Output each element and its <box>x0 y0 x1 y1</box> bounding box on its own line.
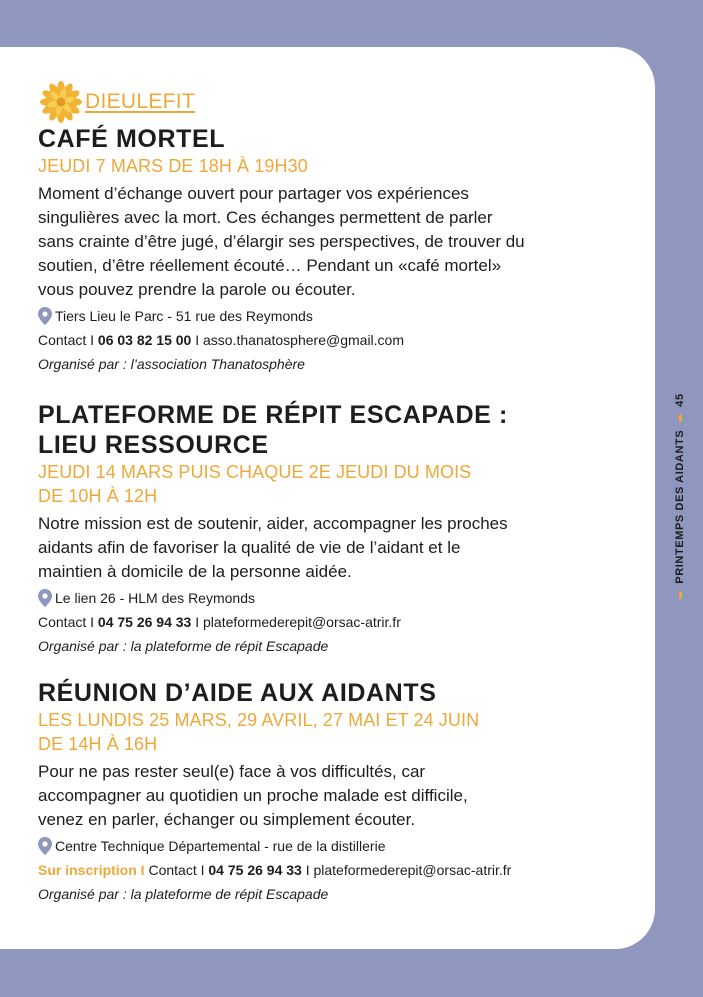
event-organizer: Organisé par : l’association Thanatosphère <box>38 356 305 372</box>
event-title <box>38 400 598 460</box>
contact-label: Contact I <box>38 614 95 630</box>
location-text: Le lien 26 - HLM des Reymonds <box>55 590 255 606</box>
event-title-line: LIEU RESSOURCE <box>38 431 269 459</box>
location-pin-icon <box>38 589 52 607</box>
location-pin-icon <box>38 307 52 325</box>
contact-label: Contact I <box>38 332 95 348</box>
side-header <box>668 380 692 620</box>
event-date <box>38 460 598 508</box>
side-bar-right <box>679 415 682 422</box>
city-name[interactable]: DIEULEFIT <box>85 90 196 113</box>
contact-label: Contact I <box>148 862 205 878</box>
flower-icon <box>38 79 84 125</box>
event-date-line: JEUDI 7 MARS DE 18H À 19H30 <box>38 156 308 176</box>
event-date-line: DE 10H À 12H <box>38 486 158 506</box>
main-content <box>38 80 598 906</box>
event-contact <box>38 610 598 634</box>
registration-note: Sur inscription I <box>38 862 145 878</box>
contact-email[interactable]: I asso.thanatosphere@gmail.com <box>195 332 404 348</box>
event-date <box>38 154 598 178</box>
description-line: aidants afin de favoriser la qualité de vie de l’aidant et le <box>38 538 461 557</box>
city-heading <box>38 80 598 124</box>
event-title-line: CAFÉ MORTEL <box>38 125 226 153</box>
event-title <box>38 678 598 708</box>
contact-email[interactable]: I plateformederepit@orsac-atrir.fr <box>195 614 401 630</box>
event-title <box>38 124 598 154</box>
event-date-line: DE 14H À 16H <box>38 734 158 754</box>
description-line: Notre mission est de soutenir, aider, accompagner les proches <box>38 514 508 533</box>
location-text: Tiers Lieu le Parc - 51 rue des Reymonds <box>55 308 313 324</box>
event-location <box>38 304 598 328</box>
description-line: soutien, d’être réellement écouté… Pendant un «café mortel» <box>38 256 502 275</box>
event-contact <box>38 858 598 882</box>
event-organizer: Organisé par : la plateforme de répit Escapade <box>38 886 329 902</box>
event-description <box>38 512 598 584</box>
description-line: Moment d’échange ouvert pour partager vos expériences <box>38 184 469 203</box>
description-line: accompagner au quotidien un proche malade est difficile, <box>38 786 468 805</box>
contact-phone[interactable]: 06 03 82 15 00 <box>97 332 192 348</box>
contact-phone[interactable]: 04 75 26 94 33 <box>97 614 192 630</box>
location-pin-icon <box>38 837 52 855</box>
event-location <box>38 834 598 858</box>
event-date <box>38 708 598 756</box>
page-number: 45 <box>674 393 686 407</box>
event-description <box>38 760 598 832</box>
side-bar-left <box>679 592 682 599</box>
event-contact <box>38 328 598 352</box>
description-line: singulières avec la mort. Ces échanges permettent de parler <box>38 208 493 227</box>
event-date-line: LES LUNDIS 25 MARS, 29 AVRIL, 27 MAI ET 24 JUIN <box>38 710 480 730</box>
event-location <box>38 586 598 610</box>
event-organizer: Organisé par : la plateforme de répit Escapade <box>38 638 329 654</box>
event-plateforme-repit <box>38 400 598 658</box>
contact-email[interactable]: I plateformederepit@orsac-atrir.fr <box>305 862 512 878</box>
description-line: Pour ne pas rester seul(e) face à vos difficultés, car <box>38 762 426 781</box>
event-reunion-aidants <box>38 678 598 906</box>
contact-phone[interactable]: 04 75 26 94 33 <box>208 862 302 878</box>
description-line: venez en parler, échanger ou simplement écouter. <box>38 810 416 829</box>
event-title-line: RÉUNION D’AIDE AUX AIDANTS <box>38 679 437 707</box>
side-title: PRINTEMPS DES AIDANTS <box>674 429 686 584</box>
event-description <box>38 182 598 302</box>
event-date-line: JEUDI 14 MARS PUIS CHAQUE 2E JEUDI DU MOIS <box>38 462 472 482</box>
description-line: maintien à domicile de la personne aidée. <box>38 562 352 581</box>
description-line: vous pouvez prendre la parole ou écouter. <box>38 280 356 299</box>
event-cafe-mortel <box>38 124 598 376</box>
description-line: sans crainte d’être jugé, d’élargir ses perspectives, de trouver du <box>38 232 525 251</box>
location-text: Centre Technique Départemental - rue de la distillerie <box>55 838 386 854</box>
event-title-line: PLATEFORME DE RÉPIT ESCAPADE : <box>38 401 508 429</box>
